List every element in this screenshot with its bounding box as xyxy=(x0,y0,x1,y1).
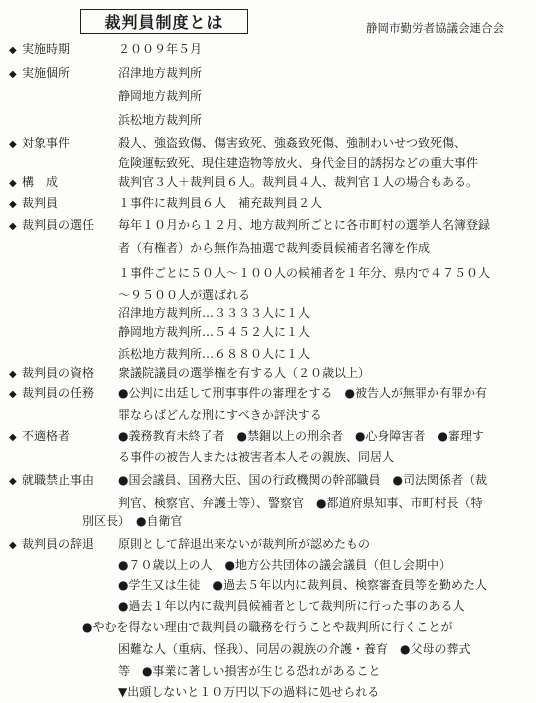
section-row xyxy=(0,405,536,426)
section-text-line: 困難な人（重病、怪我）、同居の親族の介護・養育 ●父母の葬式 xyxy=(118,642,471,656)
section-text-line: 浜松地方裁判所…６８８０人に１人 xyxy=(118,347,311,361)
section-text-line: ●過去１年以内に裁判員候補者として裁判所に行った事のある人 xyxy=(118,599,465,613)
section-row xyxy=(0,470,536,491)
diamond-bullet-icon: ◆ xyxy=(9,432,17,443)
diamond-bullet-icon: ◆ xyxy=(9,221,17,232)
diamond-bullet-icon: ◆ xyxy=(9,369,17,380)
page-title xyxy=(80,9,248,34)
section-row xyxy=(0,110,536,131)
section-label-text: 裁判員 xyxy=(22,196,59,210)
diamond-bullet-icon: ◆ xyxy=(9,69,17,80)
section-text-line: 静岡地方裁判所 xyxy=(118,89,203,103)
section-text-line: 罪ならばどんな刑にすべきか評決する xyxy=(118,408,322,422)
section-text-line: 等 ●事業に著しい損害が生じる恐れがあること xyxy=(118,664,381,678)
section-row xyxy=(0,575,536,596)
section-row xyxy=(0,534,536,555)
section-label-text: 不適格者 xyxy=(22,429,71,443)
section-text-line: 浜松地方裁判所 xyxy=(118,113,203,127)
section-row xyxy=(0,344,536,365)
section-row xyxy=(0,133,536,154)
section-label xyxy=(9,215,115,237)
section-text-line: 静岡地方裁判所…５４５２人に１人 xyxy=(118,325,311,339)
section-text-line: 判官、検察官、弁護士等）、警察官 ●都道府県知事、市町村長（特 xyxy=(118,496,483,510)
section-row xyxy=(0,153,536,174)
section-text-line: ●７０歳以上の人 ●地方公共団体の議会議員（但し会期中） xyxy=(118,558,451,572)
section-row xyxy=(0,322,536,343)
section-label-text: 裁判員の資格 xyxy=(22,366,95,380)
section-row xyxy=(0,511,536,532)
section-label-text: 対象事件 xyxy=(22,136,71,150)
section-label xyxy=(9,363,115,385)
section-row xyxy=(0,639,536,660)
diamond-bullet-icon: ◆ xyxy=(9,540,17,551)
section-label xyxy=(9,133,115,155)
organization-name: 静岡市勤労者協議会連合会 xyxy=(366,21,504,35)
section-row xyxy=(0,63,536,84)
section-text-line: ２００９年５月 xyxy=(118,42,203,56)
section-row xyxy=(0,617,536,638)
section-text-line: ●国会議員、国務大臣、国の行政機関の幹部職員 ●司法関係者（裁 xyxy=(118,473,487,487)
section-label xyxy=(9,39,115,61)
section-label-text: 裁判員の任務 xyxy=(22,386,95,400)
section-text-line: 衆議院議員の選挙権を有する人（２０歳以上） xyxy=(118,366,371,380)
section-row xyxy=(0,263,536,284)
section-row xyxy=(0,363,536,384)
diamond-bullet-icon: ◆ xyxy=(9,389,17,400)
section-row xyxy=(0,172,536,193)
section-text-line: 裁判官３人＋裁判員６人。裁判員４人、裁判官１人の場合もある。 xyxy=(118,175,479,189)
section-text-line: 危険運転致死、現住建造物等放火、身代金目的誘拐などの重大事件 xyxy=(118,156,479,170)
section-text-line: ●義務教育未終了者 ●禁錮以上の刑余者 ●心身障害者 ●審理す xyxy=(118,429,484,443)
section-label xyxy=(9,426,115,448)
section-text-line: 沼津地方裁判所 xyxy=(118,66,203,80)
section-row xyxy=(0,303,536,324)
section-row xyxy=(0,238,536,259)
section-text-line: ●学生又は生徒 ●過去５年以内に裁判員、検察審査員等を勤めた人 xyxy=(118,578,487,592)
section-text-line: 沼津地方裁判所…３３３３人に１人 xyxy=(118,306,311,320)
section-row xyxy=(0,39,536,60)
section-text-line: １事件に裁判員６人 補充裁判員２人 xyxy=(118,196,323,210)
section-label xyxy=(9,534,115,556)
section-row xyxy=(0,596,536,617)
section-text-line: 毎年１０月から１２月、地方裁判所ごとに各市町村の選挙人名簿登録 xyxy=(118,218,491,232)
section-label-text: 構 成 xyxy=(22,175,59,189)
section-text-line: 原則として辞退出来ないが裁判所が認めたもの xyxy=(118,537,371,551)
section-text-line: １事件ごとに５０人～１００人の候補者を１年分、県内で４７５０人 xyxy=(118,266,491,280)
section-label xyxy=(9,470,115,492)
section-text-line: る事件の被告人または被害者本人その親族、同居人 xyxy=(118,450,395,464)
diamond-bullet-icon: ◆ xyxy=(9,476,17,487)
diamond-bullet-icon: ◆ xyxy=(9,139,17,150)
section-label xyxy=(9,193,115,215)
diamond-bullet-icon: ◆ xyxy=(9,199,17,210)
section-row xyxy=(0,661,536,682)
diamond-bullet-icon: ◆ xyxy=(9,178,17,189)
section-text-line: ●公判に出廷して刑事事件の審理をする ●被告人が無罪か有罪か有 xyxy=(118,386,487,400)
section-text-line: ●やむを得ない理由で裁判員の職務を行うことや裁判所に行くことが xyxy=(82,620,453,634)
title-text: 裁判員制度とは xyxy=(104,13,224,32)
section-row xyxy=(0,215,536,236)
section-label-text: 実施時期 xyxy=(22,42,71,56)
section-text-line: 者（有権者）から無作為抽選で裁判委員候補者名簿を作成 xyxy=(118,241,431,255)
section-label xyxy=(9,383,115,405)
section-label-text: 実施個所 xyxy=(22,66,71,80)
section-row xyxy=(0,86,536,107)
section-text-line: 殺人、強盗致傷、傷害致死、強姦致死傷、強制わいせつ致死傷、 xyxy=(118,136,467,150)
section-label-text: 就職禁止事由 xyxy=(22,473,95,487)
section-label-text: 裁判員の辞退 xyxy=(22,537,95,551)
section-label xyxy=(9,63,115,85)
section-row xyxy=(0,383,536,404)
section-label xyxy=(9,172,115,194)
section-label-text: 裁判員の選任 xyxy=(22,218,95,232)
section-row xyxy=(0,555,536,576)
section-text-line: 別区長） ●自衛官 xyxy=(82,514,183,528)
diamond-bullet-icon: ◆ xyxy=(9,45,17,56)
section-row xyxy=(0,447,536,468)
penalty-note: ▼出頭しないと１０万円以下の過料に処せられる xyxy=(118,685,380,699)
section-row xyxy=(0,426,536,447)
footer-row xyxy=(0,682,536,703)
section-text-line: ～９５００人が選ばれる xyxy=(118,288,251,302)
section-row xyxy=(0,193,536,214)
